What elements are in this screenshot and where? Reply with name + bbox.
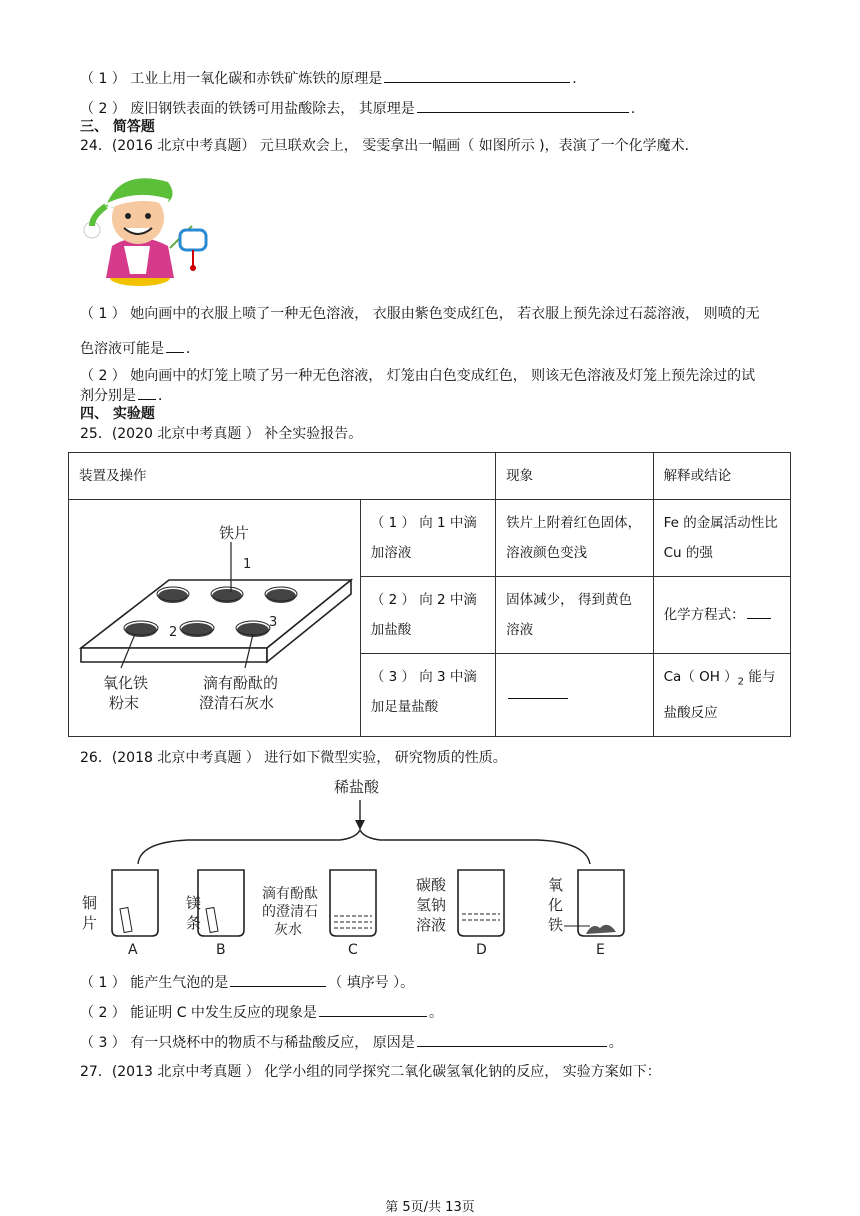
svg-text:的澄清石: 的澄清石 — [262, 904, 318, 920]
svg-text:粉末: 粉末 — [109, 694, 140, 713]
answer-blank[interactable] — [166, 338, 184, 353]
svg-text:氢钠: 氢钠 — [416, 896, 447, 914]
question-part-1: （ 1 ） 工业上用一氧化碳和赤铁矿炼铁的原理是 . — [80, 68, 577, 89]
svg-text:氧化铁: 氧化铁 — [103, 674, 149, 693]
answer-blank[interactable] — [417, 1032, 607, 1047]
girl-illustration — [80, 166, 220, 290]
svg-text:碳酸: 碳酸 — [416, 876, 447, 894]
svg-text:片: 片 — [82, 914, 98, 932]
svg-text:E: E — [596, 942, 605, 958]
table-row — [69, 500, 791, 577]
answer-blank[interactable] — [508, 684, 568, 699]
experiment-report-table — [68, 452, 791, 737]
question-part-2: （ 2 ） 能证明 C 中发生反应的现象是 。 — [80, 1002, 443, 1023]
svg-text:铜: 铜 — [82, 894, 98, 912]
svg-text:灰水: 灰水 — [274, 922, 302, 938]
question-part-2: （ 2 ） 废旧钢铁表面的铁锈可用盐酸除去， 其原理是 . — [80, 98, 635, 119]
svg-text:A: A — [128, 942, 138, 958]
well-plate-figure — [69, 502, 359, 722]
question-stem-27: 27．(2013 北京中考真题 ） 化学小组的同学探究二氧化碳氢氧化钠的反应， 实验方案如下： — [80, 1064, 661, 1080]
svg-text:条: 条 — [186, 914, 202, 932]
acid-label: 稀盐酸 — [334, 778, 380, 796]
phenomenon-cell: 铁片上附着红色固体， 溶液颜色变浅 — [496, 500, 653, 577]
svg-text:铁: 铁 — [548, 916, 564, 934]
svg-text:滴有酚酞的: 滴有酚酞的 — [203, 674, 279, 693]
svg-text:澄清石灰水: 澄清石灰水 — [199, 694, 275, 713]
svg-text:溶液: 溶液 — [416, 916, 447, 934]
beakers-figure — [78, 774, 638, 964]
svg-text:化: 化 — [548, 896, 564, 914]
section-heading: 三、 简答题 — [80, 119, 155, 135]
answer-blank[interactable] — [384, 68, 570, 83]
conclusion-cell: Ca（ OH ）$_2$ 能与盐酸反应 — [653, 654, 790, 737]
conclusion-cell: 化学方程式： — [653, 577, 790, 654]
question-part-1: （ 1 ） 她向画中的衣服上喷了一种无色溶液， 衣服由紫色变成红色， 若衣服上预先涂过石蕊溶液， 则喷的无 — [80, 306, 760, 322]
section-heading: 四、 实验题 — [80, 406, 155, 422]
svg-text:氧: 氧 — [548, 876, 564, 894]
table-header: 装置及操作 — [69, 453, 496, 500]
phenomenon-cell: 固体减少， 得到黄色溶液 — [496, 577, 653, 654]
svg-text:滴有酚酞: 滴有酚酞 — [262, 886, 318, 902]
table-header: 解释或结论 — [653, 453, 790, 500]
phenomenon-cell — [496, 654, 653, 737]
table-header: 现象 — [496, 453, 653, 500]
question-part-1-cont: 色溶液可能是 ． — [80, 338, 200, 359]
question-stem-25: 25．(2020 北京中考真题 ） 补全实验报告。 — [80, 426, 363, 442]
question-stem-26: 26．(2018 北京中考真题 ） 进行如下微型实验， 研究物质的性质。 — [80, 750, 507, 766]
apparatus-cell — [69, 500, 361, 737]
svg-text:镁: 镁 — [186, 894, 202, 912]
conclusion-cell: Fe 的金属活动性比 Cu 的强 — [653, 500, 790, 577]
operation-cell: （ 3 ） 向 3 中滴加足量盐酸 — [360, 654, 495, 737]
answer-blank[interactable] — [747, 604, 771, 619]
page-footer: 第 5页/共 13页 — [385, 1200, 475, 1215]
svg-text:C: C — [348, 942, 358, 958]
answer-blank[interactable] — [230, 972, 326, 987]
operation-cell: （ 2 ） 向 2 中滴加盐酸 — [360, 577, 495, 654]
svg-text:1: 1 — [243, 557, 252, 573]
question-part-2: （ 2 ） 她向画中的灯笼上喷了另一种无色溶液， 灯笼由白色变成红色， 则该无色溶液及灯笼上预先涂过的试 — [80, 368, 756, 384]
operation-cell: （ 1 ） 向 1 中滴加溶液 — [360, 500, 495, 577]
question-part-1: （ 1 ） 能产生气泡的是 （ 填序号 ）。 — [80, 972, 414, 993]
question-part-3: （ 3 ） 有一只烧杯中的物质不与稀盐酸反应， 原因是 。 — [80, 1032, 623, 1053]
svg-text:D: D — [476, 942, 487, 958]
answer-blank[interactable] — [319, 1002, 427, 1017]
svg-text:3: 3 — [269, 615, 278, 631]
iron-sheet-label: 铁片 — [219, 524, 250, 543]
question-part-2-cont: 剂分别是 ． — [80, 385, 172, 406]
table-header-row — [69, 453, 791, 500]
svg-text:2: 2 — [169, 625, 178, 641]
answer-blank[interactable] — [417, 98, 629, 113]
answer-blank[interactable] — [138, 385, 156, 400]
question-stem-24: 24．(2016 北京中考真题） 元旦联欢会上， 雯雯拿出一幅画（ 如图所示 )，表演了一个化学魔术． — [80, 138, 699, 154]
svg-text:B: B — [216, 942, 226, 958]
